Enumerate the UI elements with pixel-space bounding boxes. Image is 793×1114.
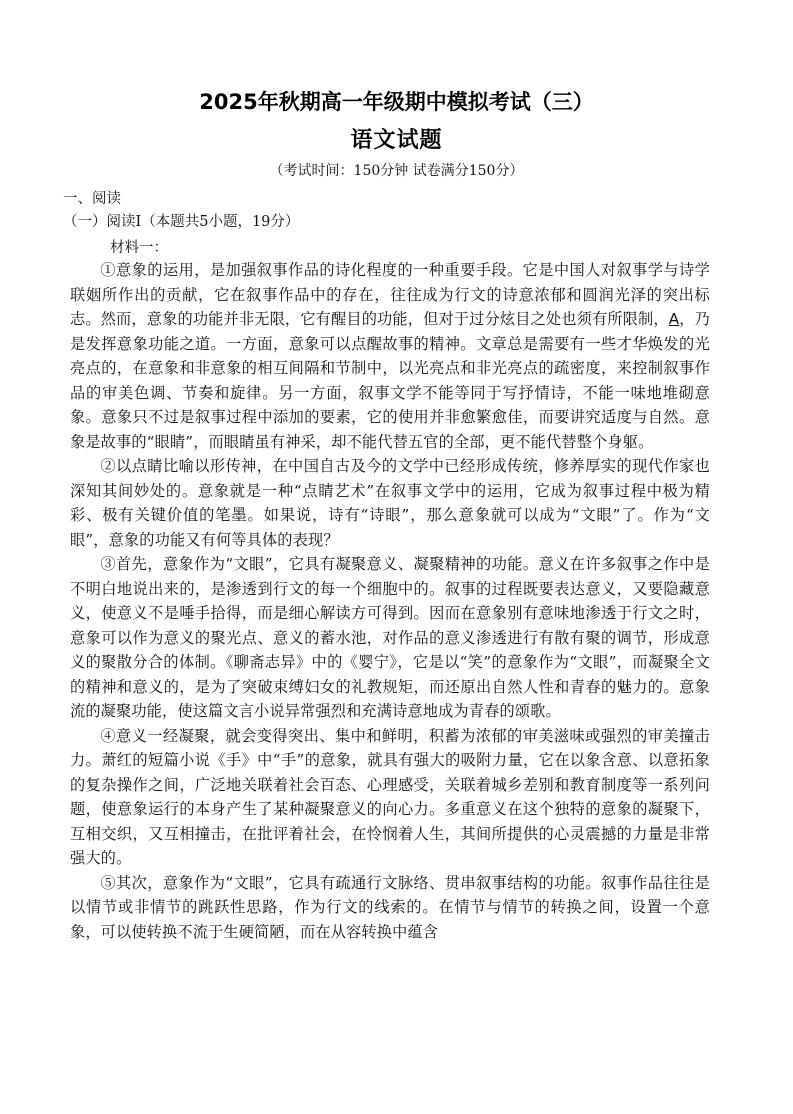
reading-passage (70, 258, 710, 944)
paragraph-3: ③首先，意象作为“文眼”，它具有凝聚意义、凝聚精神的功能。意义在许多叙事之作中是不明白地说出来的，是渗透到行文的每一个细胞中的。叙事的过程既要表达意义，又要隐藏意义，使意义不是唾手拾得，而是细心解读方可得到。因而在意象别有意味地渗透于行文之时，意象可以作为意义的聚光点、意义的蓄水池，对作品的意义渗透进行有散有聚的调节，形成意义的聚散分合的体制。《聊斋志异》中的《婴宁》，它是以“笑”的意象作为“文眼”，而凝聚全文的精神和意义的，是为了突破束缚妇女的礼教规矩，而还原出自然人性和青春的魅力的。意象流的凝聚功能，使这篇文言小说异常强烈和充满诗意地成为青春的颂歌。 (70, 555, 710, 720)
paragraph-4: ④意义一经凝聚，就会变得突出、集中和鲜明，积蓄为浓郁的审美滋味或强烈的审美撞击力。萧红的短篇小说《手》中“手”的意象，就具有强大的吸附力量，它在以象含意、以意拓象的复杂操作之间，广泛地关联着社会百态、心理感受，关联着城乡差别和教育制度等一系列问题，使意象运行的本身产生了某种凝聚意义的向心力。多重意义在这个独特的意象的凝聚下，互相交织，又互相撞击，在批评着社会，在怜悯着人生，其间所提供的心灵震撼的力量是非常强大的。 (70, 726, 710, 867)
material-label: 材料一： (110, 240, 168, 256)
paragraph-1 (70, 258, 710, 454)
section-heading: 一、阅读 (63, 191, 121, 207)
paragraph-1-part-2: ，乃是发挥意象功能之道。一方面，意象可以点醒故事的精神。文章总是需要有一些才华焕发的光亮点的，在意象和非意象的相互间隔和节制中，以光亮点和非光亮点的疏密度，来控制叙事作品的审美色调、节奏和旋律。另一方面，叙事文学不能等同于写抒情诗，不能一味地堆砌意象。意象只不过是叙事过程中添加的要素，它的使用并非愈繁愈佳，而要讲究适度与自然。意象是故事的“眼睛”，而眼睛虽有神采，却不能代替五官的全部，更不能代替整个身躯。 (70, 310, 710, 451)
fill-blank-a: A (668, 310, 680, 328)
exam-title: 2025年秋期高一年级期中模拟考试（三） (199, 90, 594, 114)
paragraph-2: ②以点睛比喻以形传神，在中国自古及今的文学中已经形成传统，修养厚实的现代作家也深知其间妙处的。意象就是一种“点睛艺术”在叙事文学中的运用，它成为叙事过程中极为精彩、极有关键价值的笔墨。如果说，诗有“诗眼”，那么意象就可以成为“文眼”了。作为“文眼”，意象的功能又有何等具体的表现？ (70, 457, 710, 549)
paragraph-5: ⑤其次，意象作为“文眼”，它具有疏通行文脉络、贯串叙事结构的功能。叙事作品往往是以情节或非情节的跳跃性思路，作为行文的线索的。在情节与情节的转换之间，设置一个意象，可以使转换不流于生硬简陋，而在从容转换中蕴含 (70, 873, 710, 941)
exam-subject: 语文试题 (350, 128, 443, 153)
section-subheading: （一）阅读Ⅰ（本题共5小题，19分） (63, 214, 300, 230)
paragraph-1-part-1: ①意象的运用，是加强叙事作品的诗化程度的一种重要手段。它是中国人对叙事学与诗学联姻所作出的贡献，它在叙事作品中的存在，往往成为行文的诗意浓郁和圆润光泽的突出标志。然而，意象的功能并非无限，它有醒目的功能，但对于过分炫目之处也须有所限制， (70, 261, 710, 328)
exam-info: （考试时间：150分钟 试卷满分150分） (269, 163, 524, 179)
